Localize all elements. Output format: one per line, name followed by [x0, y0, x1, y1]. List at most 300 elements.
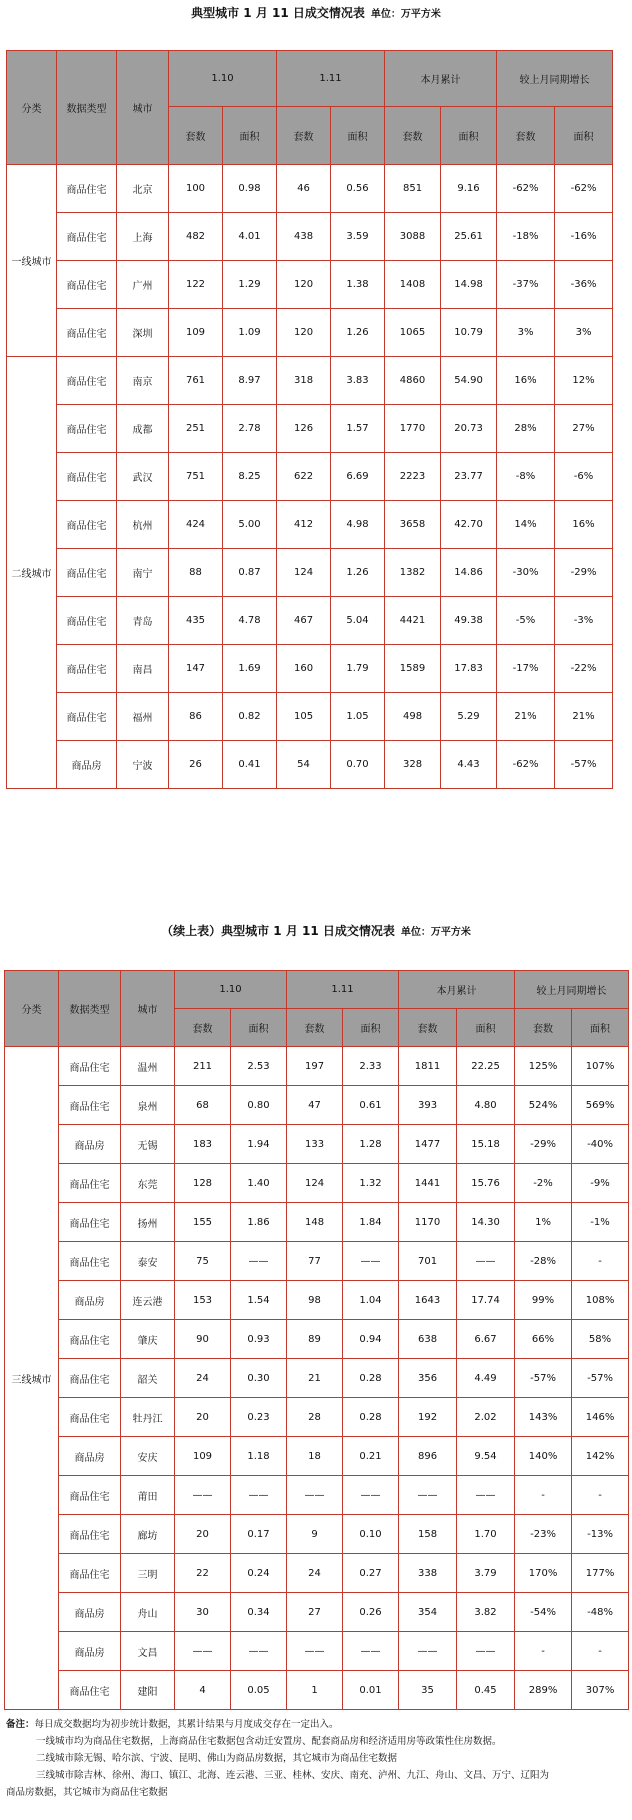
- table-cell: 安庆: [121, 1437, 175, 1476]
- table-cell: 0.80: [231, 1086, 287, 1125]
- table-cell: 12%: [555, 357, 613, 405]
- table-cell: 商品住宅: [57, 501, 117, 549]
- table-cell: 109: [169, 309, 223, 357]
- table-cell: 1643: [399, 1281, 457, 1320]
- table-cell: 4: [175, 1671, 231, 1710]
- header-city: 城市: [117, 51, 169, 165]
- table-cell: 638: [399, 1320, 457, 1359]
- note-line-0: [6, 1716, 626, 1733]
- table-cell: 98: [287, 1281, 343, 1320]
- table-cell: 1382: [385, 549, 441, 597]
- table-cell: 3.59: [331, 213, 385, 261]
- table-cell: ——: [399, 1476, 457, 1515]
- table-row: [5, 1164, 629, 1203]
- table-cell: 412: [277, 501, 331, 549]
- table-cell: 4421: [385, 597, 441, 645]
- table-cell: ——: [287, 1632, 343, 1671]
- table-cell: 2223: [385, 453, 441, 501]
- table-cell: 3.79: [457, 1554, 515, 1593]
- table-row: [5, 1359, 629, 1398]
- table-cell: 商品住宅: [57, 693, 117, 741]
- table-cell: 0.26: [343, 1593, 399, 1632]
- table1: [6, 50, 613, 789]
- table-cell: 125%: [515, 1047, 572, 1086]
- table-row: [7, 357, 613, 405]
- table-cell: 153: [175, 1281, 231, 1320]
- table-cell: 0.27: [343, 1554, 399, 1593]
- category-cell: 三线城市: [5, 1047, 59, 1710]
- table-cell: 124: [287, 1164, 343, 1203]
- table-cell: 东莞: [121, 1164, 175, 1203]
- table-cell: -22%: [555, 645, 613, 693]
- table-cell: 扬州: [121, 1203, 175, 1242]
- table-cell: 15.18: [457, 1125, 515, 1164]
- table-row: [7, 741, 613, 789]
- table-cell: 1441: [399, 1164, 457, 1203]
- table-cell: -17%: [497, 645, 555, 693]
- table-cell: 105: [277, 693, 331, 741]
- table-cell: ——: [343, 1242, 399, 1281]
- header-data-type: 数据类型: [57, 51, 117, 165]
- header-units: 套数: [169, 107, 223, 165]
- table-cell: 289%: [515, 1671, 572, 1710]
- table-cell: 21%: [555, 693, 613, 741]
- table-cell: ——: [399, 1632, 457, 1671]
- table-cell: 148: [287, 1203, 343, 1242]
- table-cell: -57%: [515, 1359, 572, 1398]
- table-cell: 47: [287, 1086, 343, 1125]
- table-cell: 0.24: [231, 1554, 287, 1593]
- table-cell: -18%: [497, 213, 555, 261]
- table-cell: 1.84: [343, 1203, 399, 1242]
- table-cell: 3088: [385, 213, 441, 261]
- table-cell: 韶关: [121, 1359, 175, 1398]
- header-date-2: 1.11: [277, 51, 385, 107]
- table-cell: 356: [399, 1359, 457, 1398]
- table-cell: 99%: [515, 1281, 572, 1320]
- note-line-4: 商品房数据，其它城市为商品住宅数据: [6, 1787, 168, 1798]
- header-area: 面积: [223, 107, 277, 165]
- header-growth: 较上月同期增长: [497, 51, 613, 107]
- table-cell: 14.98: [441, 261, 497, 309]
- table-cell: 751: [169, 453, 223, 501]
- table-cell: 0.34: [231, 1593, 287, 1632]
- table-cell: 1.79: [331, 645, 385, 693]
- table-cell: 5.04: [331, 597, 385, 645]
- table-cell: 192: [399, 1398, 457, 1437]
- table-cell: 0.82: [223, 693, 277, 741]
- table-cell: 498: [385, 693, 441, 741]
- table-row: [5, 1671, 629, 1710]
- table-cell: 569%: [572, 1086, 629, 1125]
- header-area: 面积: [555, 107, 613, 165]
- table-cell: 524%: [515, 1086, 572, 1125]
- table-cell: 424: [169, 501, 223, 549]
- table-cell: 89: [287, 1320, 343, 1359]
- table-cell: 126: [277, 405, 331, 453]
- table-cell: ——: [343, 1632, 399, 1671]
- table-cell: 158: [399, 1515, 457, 1554]
- table-cell: 27%: [555, 405, 613, 453]
- table-cell: 温州: [121, 1047, 175, 1086]
- table-cell: 商品住宅: [59, 1203, 121, 1242]
- table-cell: -57%: [555, 741, 613, 789]
- table-cell: 泉州: [121, 1086, 175, 1125]
- table-cell: 88: [169, 549, 223, 597]
- table-cell: 商品房: [59, 1125, 121, 1164]
- table-cell: 广州: [117, 261, 169, 309]
- table-cell: ——: [457, 1632, 515, 1671]
- table-row: [5, 1476, 629, 1515]
- table-cell: 9.54: [457, 1437, 515, 1476]
- table-cell: 90: [175, 1320, 231, 1359]
- table-cell: 170%: [515, 1554, 572, 1593]
- table-cell: 文昌: [121, 1632, 175, 1671]
- table-cell: 467: [277, 597, 331, 645]
- table-cell: 商品房: [59, 1437, 121, 1476]
- table-cell: 14.30: [457, 1203, 515, 1242]
- table-cell: 1.28: [343, 1125, 399, 1164]
- table-cell: 58%: [572, 1320, 629, 1359]
- table-cell: 16%: [555, 501, 613, 549]
- table-cell: 1589: [385, 645, 441, 693]
- header-units: 套数: [399, 1009, 457, 1047]
- table-cell: 896: [399, 1437, 457, 1476]
- table-cell: -62%: [555, 165, 613, 213]
- table-cell: 147: [169, 645, 223, 693]
- table-cell: 142%: [572, 1437, 629, 1476]
- table-row: [7, 405, 613, 453]
- table-cell: 109: [175, 1437, 231, 1476]
- table-cell: 3658: [385, 501, 441, 549]
- table-cell: 1.18: [231, 1437, 287, 1476]
- table-row: [7, 213, 613, 261]
- table-cell: 160: [277, 645, 331, 693]
- table-cell: 27: [287, 1593, 343, 1632]
- table-row: [5, 1242, 629, 1281]
- table-cell: 0.45: [457, 1671, 515, 1710]
- table-cell: 10.79: [441, 309, 497, 357]
- table-cell: 4.43: [441, 741, 497, 789]
- table-cell: 30: [175, 1593, 231, 1632]
- table-cell: -62%: [497, 165, 555, 213]
- table-cell: 深圳: [117, 309, 169, 357]
- table-cell: 1477: [399, 1125, 457, 1164]
- table-cell: 0.61: [343, 1086, 399, 1125]
- table-cell: 20: [175, 1515, 231, 1554]
- table-cell: -: [572, 1632, 629, 1671]
- table-cell: 28%: [497, 405, 555, 453]
- table-cell: 1.05: [331, 693, 385, 741]
- table-cell: 0.41: [223, 741, 277, 789]
- header-date-1: 1.10: [175, 971, 287, 1009]
- table-cell: 4.80: [457, 1086, 515, 1125]
- category-cell: 一线城市: [7, 165, 57, 357]
- table-cell: 100: [169, 165, 223, 213]
- table-cell: ——: [231, 1242, 287, 1281]
- table-cell: 1.54: [231, 1281, 287, 1320]
- table-cell: -29%: [555, 549, 613, 597]
- table1-body: [7, 165, 613, 789]
- table-cell: ——: [287, 1476, 343, 1515]
- table-cell: 肇庆: [121, 1320, 175, 1359]
- table-cell: 42.70: [441, 501, 497, 549]
- table-cell: 25.61: [441, 213, 497, 261]
- table-cell: 商品住宅: [57, 597, 117, 645]
- note-line-3: 三线城市除吉林、徐州、海口、镇江、北海、连云港、三亚、桂林、安庆、南充、泸州、九江、舟山、文昌、万宁、辽阳为: [36, 1770, 550, 1781]
- table-cell: 54.90: [441, 357, 497, 405]
- table-cell: 商品住宅: [59, 1671, 121, 1710]
- table-cell: 1.86: [231, 1203, 287, 1242]
- header-area: 面积: [331, 107, 385, 165]
- table-cell: 上海: [117, 213, 169, 261]
- table-cell: 701: [399, 1242, 457, 1281]
- table-cell: 杭州: [117, 501, 169, 549]
- header-area: 面积: [572, 1009, 629, 1047]
- table2: [4, 970, 629, 1710]
- table-cell: 1.70: [457, 1515, 515, 1554]
- table-cell: 商品住宅: [59, 1359, 121, 1398]
- table-cell: 1.94: [231, 1125, 287, 1164]
- table-cell: -3%: [555, 597, 613, 645]
- header-month-total: 本月累计: [399, 971, 515, 1009]
- table-row: [5, 1554, 629, 1593]
- table-cell: 商品住宅: [57, 453, 117, 501]
- table-cell: 0.87: [223, 549, 277, 597]
- category-cell: 二线城市: [7, 357, 57, 789]
- header-units: 套数: [175, 1009, 231, 1047]
- table-cell: 1.32: [343, 1164, 399, 1203]
- table-cell: 120: [277, 309, 331, 357]
- table-cell: 4.78: [223, 597, 277, 645]
- notes: [6, 1716, 626, 1801]
- table-cell: 24: [175, 1359, 231, 1398]
- table-row: [5, 1437, 629, 1476]
- table-cell: 商品住宅: [59, 1320, 121, 1359]
- header-category: 分类: [5, 971, 59, 1047]
- table-cell: 商品住宅: [57, 645, 117, 693]
- table-cell: 851: [385, 165, 441, 213]
- table-cell: 0.56: [331, 165, 385, 213]
- table1-title-text: 典型城市 1 月 11 日成交情况表: [191, 6, 365, 20]
- table-cell: 761: [169, 357, 223, 405]
- table-cell: ——: [175, 1476, 231, 1515]
- table-cell: 0.28: [343, 1359, 399, 1398]
- table-cell: 2.78: [223, 405, 277, 453]
- table-cell: 0.98: [223, 165, 277, 213]
- table-row: [5, 1281, 629, 1320]
- table-cell: 24: [287, 1554, 343, 1593]
- table-cell: 商品住宅: [59, 1398, 121, 1437]
- table1-unit: 单位：万平方米: [370, 9, 441, 20]
- table-cell: 354: [399, 1593, 457, 1632]
- table-cell: 1.40: [231, 1164, 287, 1203]
- table-row: [7, 645, 613, 693]
- table-cell: 武汉: [117, 453, 169, 501]
- table-cell: 9.16: [441, 165, 497, 213]
- table-cell: 146%: [572, 1398, 629, 1437]
- header-units: 套数: [277, 107, 331, 165]
- table-cell: 5.00: [223, 501, 277, 549]
- header-growth: 较上月同期增长: [515, 971, 629, 1009]
- table-cell: 177%: [572, 1554, 629, 1593]
- table-cell: -6%: [555, 453, 613, 501]
- table-cell: 21%: [497, 693, 555, 741]
- table-cell: 0.30: [231, 1359, 287, 1398]
- table2-unit: 单位：万平方米: [400, 927, 471, 938]
- header-category: 分类: [7, 51, 57, 165]
- table-cell: 商品住宅: [57, 357, 117, 405]
- table-row: [7, 453, 613, 501]
- table-row: [5, 1203, 629, 1242]
- header-date-1: 1.10: [169, 51, 277, 107]
- table-cell: 15.76: [457, 1164, 515, 1203]
- table-cell: 107%: [572, 1047, 629, 1086]
- table-cell: 22.25: [457, 1047, 515, 1086]
- table-cell: -5%: [497, 597, 555, 645]
- table-cell: 4860: [385, 357, 441, 405]
- table-cell: 482: [169, 213, 223, 261]
- table-cell: 商品住宅: [59, 1242, 121, 1281]
- table-cell: 4.98: [331, 501, 385, 549]
- table-row: [5, 1632, 629, 1671]
- table-cell: 438: [277, 213, 331, 261]
- table-cell: 16%: [497, 357, 555, 405]
- table-cell: -23%: [515, 1515, 572, 1554]
- table-cell: -: [572, 1476, 629, 1515]
- table-cell: 商品房: [59, 1281, 121, 1320]
- table2-body: [5, 1047, 629, 1710]
- table-cell: 49.38: [441, 597, 497, 645]
- table-cell: 140%: [515, 1437, 572, 1476]
- table-cell: 北京: [117, 165, 169, 213]
- table-row: [5, 1593, 629, 1632]
- header-units: 套数: [497, 107, 555, 165]
- table-cell: 75: [175, 1242, 231, 1281]
- table-cell: 商品住宅: [59, 1047, 121, 1086]
- table-cell: 商品房: [57, 741, 117, 789]
- table-cell: 1: [287, 1671, 343, 1710]
- table-cell: 0.01: [343, 1671, 399, 1710]
- table-cell: 2.33: [343, 1047, 399, 1086]
- table-cell: 商品住宅: [57, 405, 117, 453]
- table-cell: 商品住宅: [57, 165, 117, 213]
- table-row: [5, 1398, 629, 1437]
- header-units: 套数: [287, 1009, 343, 1047]
- table-cell: 1170: [399, 1203, 457, 1242]
- table-cell: -: [572, 1242, 629, 1281]
- table-cell: 青岛: [117, 597, 169, 645]
- table-cell: 商品房: [59, 1593, 121, 1632]
- table-cell: 46: [277, 165, 331, 213]
- table-cell: 124: [277, 549, 331, 597]
- table-cell: 1.57: [331, 405, 385, 453]
- table-cell: 0.70: [331, 741, 385, 789]
- table1-title: [0, 4, 632, 21]
- header-city: 城市: [121, 971, 175, 1047]
- table-cell: 2.02: [457, 1398, 515, 1437]
- table-cell: 0.05: [231, 1671, 287, 1710]
- header-area: 面积: [343, 1009, 399, 1047]
- table-cell: -54%: [515, 1593, 572, 1632]
- table-cell: 4.49: [457, 1359, 515, 1398]
- table-cell: 8.25: [223, 453, 277, 501]
- note-text: 每日成交数据均为初步统计数据，其累计结果与月度成交存在一定出入。: [34, 1719, 339, 1730]
- table-cell: ——: [343, 1476, 399, 1515]
- table-cell: ——: [231, 1632, 287, 1671]
- table-row: [7, 549, 613, 597]
- table-cell: 6.69: [331, 453, 385, 501]
- table-cell: 无锡: [121, 1125, 175, 1164]
- table-cell: 廊坊: [121, 1515, 175, 1554]
- note-line-2: 二线城市除无锡、哈尔滨、宁波、昆明、佛山为商品房数据，其它城市为商品住宅数据: [36, 1753, 398, 1764]
- header-month-total: 本月累计: [385, 51, 497, 107]
- table-row: [7, 165, 613, 213]
- table-cell: -8%: [497, 453, 555, 501]
- notes-label: 备注：: [6, 1719, 35, 1730]
- table-cell: 0.93: [231, 1320, 287, 1359]
- table-cell: 8.97: [223, 357, 277, 405]
- table-cell: 1.69: [223, 645, 277, 693]
- table-cell: 莆田: [121, 1476, 175, 1515]
- table-cell: 318: [277, 357, 331, 405]
- table-cell: -1%: [572, 1203, 629, 1242]
- table-cell: -: [515, 1632, 572, 1671]
- table-cell: 商品住宅: [57, 261, 117, 309]
- table-cell: 122: [169, 261, 223, 309]
- table-cell: -13%: [572, 1515, 629, 1554]
- table-cell: 68: [175, 1086, 231, 1125]
- table-cell: 成都: [117, 405, 169, 453]
- table-cell: 舟山: [121, 1593, 175, 1632]
- table-cell: 183: [175, 1125, 231, 1164]
- table-cell: 20: [175, 1398, 231, 1437]
- table-row: [7, 693, 613, 741]
- table-cell: 1811: [399, 1047, 457, 1086]
- table-cell: 28: [287, 1398, 343, 1437]
- table-cell: 197: [287, 1047, 343, 1086]
- table-cell: 120: [277, 261, 331, 309]
- table-cell: 1.04: [343, 1281, 399, 1320]
- table-cell: -37%: [497, 261, 555, 309]
- table-row: [5, 1515, 629, 1554]
- table-cell: 77: [287, 1242, 343, 1281]
- table-cell: ——: [231, 1476, 287, 1515]
- table-cell: 18: [287, 1437, 343, 1476]
- table-row: [7, 309, 613, 357]
- table-cell: 128: [175, 1164, 231, 1203]
- table-cell: 3.82: [457, 1593, 515, 1632]
- table-cell: 2.53: [231, 1047, 287, 1086]
- table-cell: 连云港: [121, 1281, 175, 1320]
- table-cell: 133: [287, 1125, 343, 1164]
- table-cell: 0.21: [343, 1437, 399, 1476]
- table-cell: 66%: [515, 1320, 572, 1359]
- table-cell: 商品住宅: [57, 309, 117, 357]
- table-cell: 1.26: [331, 309, 385, 357]
- table-cell: 26: [169, 741, 223, 789]
- table-cell: 南京: [117, 357, 169, 405]
- header-area: 面积: [457, 1009, 515, 1047]
- table-cell: 20.73: [441, 405, 497, 453]
- table-cell: -30%: [497, 549, 555, 597]
- table-cell: -9%: [572, 1164, 629, 1203]
- table-row: [7, 501, 613, 549]
- table-cell: 622: [277, 453, 331, 501]
- table-cell: 南昌: [117, 645, 169, 693]
- table-cell: 21: [287, 1359, 343, 1398]
- table-cell: 17.74: [457, 1281, 515, 1320]
